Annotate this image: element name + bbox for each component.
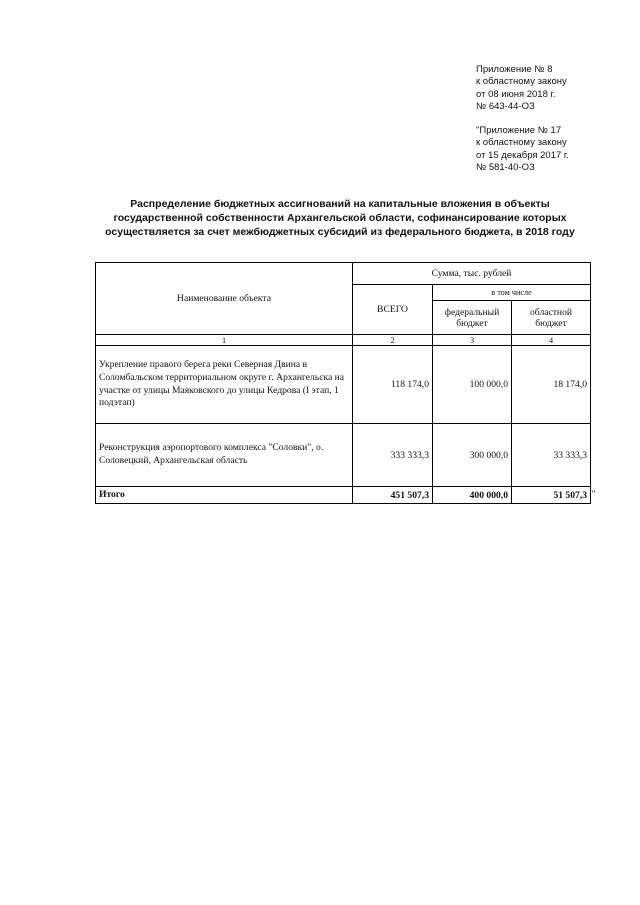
appendix-current-block	[476, 64, 567, 114]
appendix-original-line4: № 581-40-ОЗ	[476, 162, 535, 174]
summary-regional: 51 507,3	[512, 487, 591, 504]
row-regional: 33 333,3	[512, 424, 591, 487]
header-regional: областной бюджет	[512, 301, 591, 335]
appendix-current-line3: от 08 июня 2018 г.	[476, 88, 556, 100]
appendix-original-line3: от 15 декабря 2017 г.	[476, 149, 569, 161]
appendix-original-block	[476, 125, 569, 175]
title-line1: Распределение бюджетных ассигнований на капитальные вложения в объекты	[130, 198, 550, 210]
header-total: ВСЕГО	[353, 285, 433, 335]
summary-row	[96, 487, 591, 504]
title-line3: осуществляется за счет межбюджетных субсидий из федерального бюджета, в 2018 году	[105, 225, 575, 238]
col-number-2: 2	[353, 335, 433, 346]
summary-total: 451 507,3	[353, 487, 433, 504]
appendix-current-line1: Приложение № 8	[476, 64, 553, 75]
row-federal: 100 000,0	[433, 346, 512, 424]
col-number-4: 4	[512, 335, 591, 346]
header-sum: Сумма, тыс. рублей	[353, 263, 591, 285]
document-title	[90, 198, 590, 239]
col-number-1: 1	[96, 335, 353, 346]
summary-label: Итого	[96, 487, 353, 504]
row-regional: 18 174,0	[512, 346, 591, 424]
closing-quote-mark: "	[592, 489, 596, 499]
table-row	[96, 424, 591, 487]
row-total: 333 333,3	[353, 424, 433, 487]
row-name: Реконструкция аэропортового комплекса "Соловки", о. Соловецкий, Архангельская область	[96, 424, 353, 487]
summary-federal: 400 000,0	[433, 487, 512, 504]
row-federal: 300 000,0	[433, 424, 512, 487]
row-name: Укрепление правого берега реки Северная Двина в Соломбальском территориальном округе г. Архангельска на участке от улицы Маяковского до улицы Кедрова (I этап, 1 подэтап)	[96, 346, 353, 424]
budget-table	[95, 262, 591, 504]
row-total: 118 174,0	[353, 346, 433, 424]
appendix-original-line2: к областному закону	[476, 137, 567, 149]
title-line2: государственной собственности Архангельской области, софинансирование которых	[113, 211, 567, 224]
col-number-3: 3	[433, 335, 512, 346]
appendix-current-line2: к областному закону	[476, 76, 567, 88]
appendix-original-line1: "Приложение № 17	[476, 125, 562, 136]
header-federal: федеральный бюджет	[433, 301, 512, 335]
header-object-name: Наименование объекта	[96, 263, 353, 335]
header-including: в том числе	[433, 285, 591, 301]
appendix-current-line4: № 643-44-ОЗ	[476, 101, 535, 113]
table-row	[96, 346, 591, 424]
